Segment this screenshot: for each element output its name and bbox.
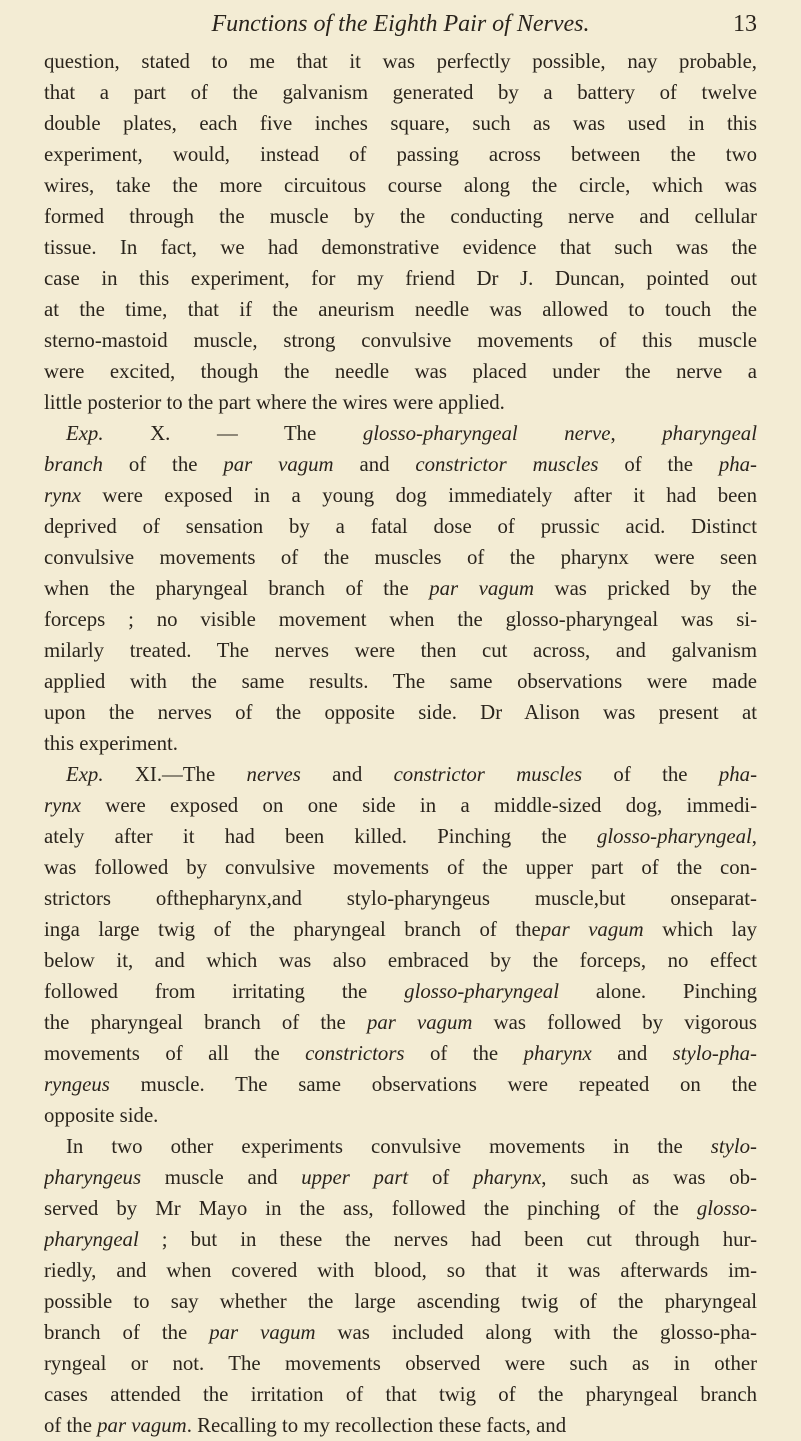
text-line: applied with the same results. The same observations were made [44, 670, 757, 693]
text-line: pharyngeal ; but in these the nerves had been cut through hur- [44, 1228, 757, 1251]
text-line: case in this experiment, for my friend Dr J. Duncan, pointed out [44, 267, 757, 290]
text-line: experiment, would, instead of passing across between the two [44, 143, 757, 166]
text-line: at the time, that if the aneurism needle was allowed to touch the [44, 298, 757, 321]
text-line: branch of the par vagum and constrictor muscles of the pha- [44, 453, 757, 476]
text-line: milarly treated. The nerves were then cut across, and galvanism [44, 639, 757, 662]
text-line: branch of the par vagum was included along with the glosso-pha- [44, 1321, 757, 1344]
text-line: tissue. In fact, we had demonstrative evidence that such was the [44, 236, 757, 259]
text-line: convulsive movements of the muscles of the pharynx were seen [44, 546, 757, 569]
text-line: opposite side. [44, 1104, 159, 1127]
text-line: this experiment. [44, 732, 178, 755]
text-line: upon the nerves of the opposite side. Dr Alison was present at [44, 701, 757, 724]
text-line: formed through the muscle by the conducting nerve and cellular [44, 205, 757, 228]
text-line: the pharyngeal branch of the par vagum was followed by vigorous [44, 1011, 757, 1034]
text-line: were excited, though the needle was placed under the nerve a [44, 360, 757, 383]
text-line: Exp. X. — The glosso-pharyngeal nerve, pharyngeal [66, 422, 757, 445]
text-line: pharyngeus muscle and upper part of pharynx, such as was ob- [44, 1166, 757, 1189]
text-line: rynx were exposed on one side in a middle-sized dog, immedi- [44, 794, 757, 817]
text-line: ately after it had been killed. Pinching the glosso-pharyngeal, [44, 825, 757, 848]
text-line: possible to say whether the large ascending twig of the pharyngeal [44, 1290, 757, 1313]
text-line: that a part of the galvanism generated by a battery of twelve [44, 81, 757, 104]
text-line: inga large twig of the pharyngeal branch of thepar vagum which lay [44, 918, 757, 941]
text-line: strictors ofthepharynx,and stylo-pharyngeus muscle,but onseparat- [44, 887, 757, 910]
text-line: rynx were exposed in a young dog immediately after it had been [44, 484, 757, 507]
text-line: cases attended the irritation of that twig of the pharyngeal branch [44, 1383, 757, 1406]
page-number: 13 [733, 11, 757, 37]
text-line: was followed by convulsive movements of the upper part of the con- [44, 856, 757, 879]
text-line: of the par vagum. Recalling to my recollection these facts, and [44, 1414, 567, 1437]
text-line: when the pharyngeal branch of the par vagum was pricked by the [44, 577, 757, 600]
text-line: deprived of sensation by a fatal dose of prussic acid. Distinct [44, 515, 757, 538]
text-line: little posterior to the part where the wires were applied. [44, 391, 505, 414]
body-text [44, 46, 757, 1441]
text-line: wires, take the more circuitous course along the circle, which was [44, 174, 757, 197]
text-line: ryngeal or not. The movements observed were such as in other [44, 1352, 757, 1375]
text-line: followed from irritating the glosso-pharyngeal alone. Pinching [44, 980, 757, 1003]
running-title: Functions of the Eighth Pair of Nerves. [211, 11, 590, 37]
text-line: below it, and which was also embraced by the forceps, no effect [44, 949, 757, 972]
text-line: sterno-mastoid muscle, strong convulsive movements of this muscle [44, 329, 757, 352]
text-line: question, stated to me that it was perfectly possible, nay probable, [44, 50, 757, 73]
text-line: Exp. XI.—The nerves and constrictor muscles of the pha- [66, 763, 757, 786]
text-line: ryngeus muscle. The same observations were repeated on the [44, 1073, 757, 1096]
page-header [44, 4, 757, 44]
text-line: movements of all the constrictors of the pharynx and stylo-pha- [44, 1042, 757, 1065]
text-line: riedly, and when covered with blood, so that it was afterwards im- [44, 1259, 757, 1282]
text-line: served by Mr Mayo in the ass, followed the pinching of the glosso- [44, 1197, 757, 1220]
text-line: double plates, each five inches square, such as was used in this [44, 112, 757, 135]
text-line: In two other experiments convulsive movements in the stylo- [66, 1135, 757, 1158]
text-line: forceps ; no visible movement when the glosso-pharyngeal was si- [44, 608, 757, 631]
